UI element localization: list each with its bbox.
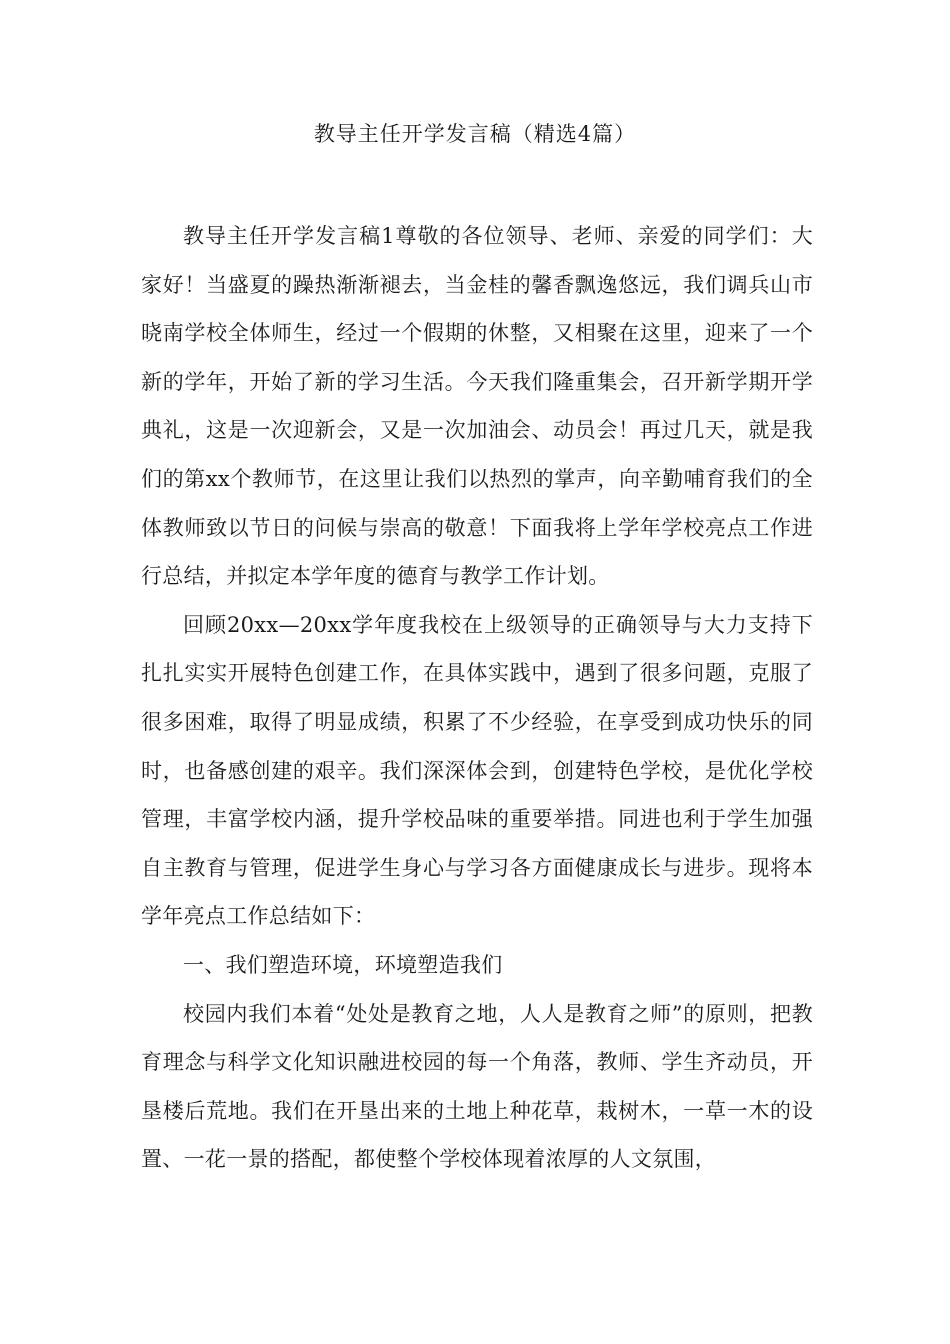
section-heading: 一、我们塑造环境，环境塑造我们 [183,952,503,977]
document-body [141,212,813,1184]
paragraph-review: 回顾20xx—20xx学年度我校在上级领导的正确领导与大力支持下扎扎实实开展特色创建工作，在具体实践中，遇到了很多问题，克服了很多困难，取得了明显成绩，积累了不少经验，在享受到成功快乐的同时，也备感创建的艰辛。我们深深体会到，创建特色学校，是优化学校管理，丰富学校内涵，提升学校品味的重要举措。同进也利于学生加强自主教育与管理，促进学生身心与学习各方面健康成长与进步。现将本学年亮点工作总结如下： [141,612,813,929]
paragraph-opening: 教导主任开学发言稿1尊敬的各位领导、老师、亲爱的同学们：大家好！当盛夏的躁热渐渐褪去，当金桂的馨香飘逸悠远，我们调兵山市晓南学校全体师生，经过一个假期的休整，又相聚在这里，迎来了一个新的学年，开始了新的学习生活。今天我们隆重集会，召开新学期开学典礼，这是一次迎新会，又是一次加油会、动员会！再过几天，就是我们的第xx个教师节，在这里让我们以热烈的掌声，向辛勤哺育我们的全体教师致以节日的问候与崇高的敬意！下面我将上学年学校亮点工作进行总结，并拟定本学年度的德育与教学工作计划。 [141,224,813,589]
paragraph-campus: 校园内我们本着“处处是教育之地，人人是教育之师”的原则，把教育理念与科学文化知识融进校园的每一个角落，教师、学生齐动员，开垦楼后荒地。我们在开垦出来的土地上种花草，栽树木，一草一木的设置、一花一景的搭配，都使整个学校体现着浓厚的人文氛围， [141,1001,813,1172]
document-title: 教导主任开学发言稿（精选4篇） [313,122,637,146]
